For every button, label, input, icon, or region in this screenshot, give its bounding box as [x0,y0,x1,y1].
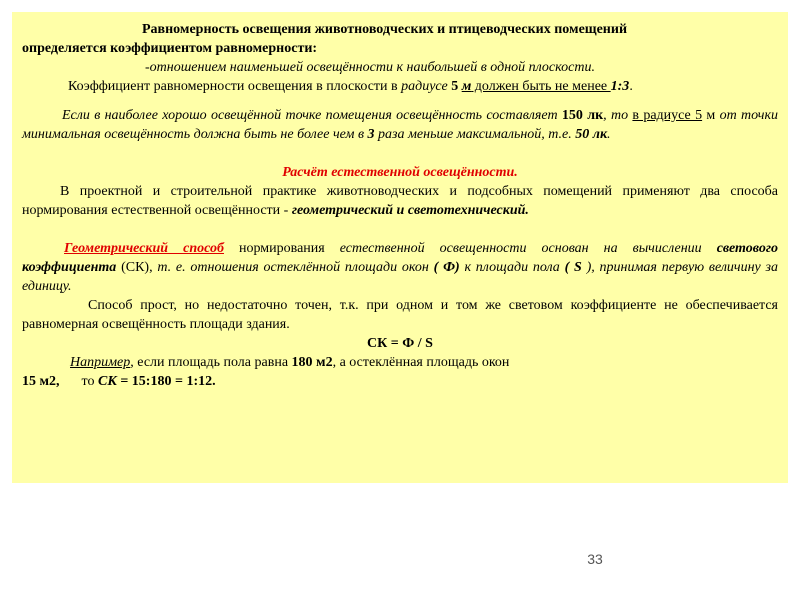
ex1-text-c: , то [603,108,633,123]
uniformity-period: . [629,79,633,94]
uniformity-text-a: Коэффициент равномерности освещения в плоскости в [68,79,402,94]
geo-text-f: т. е. отношения остеклённой площади окон [157,260,434,275]
geo-text-b: нормирования [223,241,340,256]
geo-phi: ( Ф) [433,260,460,275]
calculation-example-line2 [22,372,778,391]
light-coefficient-term: светового коэффициента [22,241,778,275]
ex1-text-f: от точки минимальная освещённость должна быть не более чем в [22,108,779,142]
ex1-unit: м [702,108,720,123]
intro-heading-line1: Равномерность освещения животноводческих и птицеводческих помещений [142,22,628,37]
geometric-method-term: Геометрический способ [64,241,224,256]
calc-text-b: , если площадь пола равна [130,355,292,370]
geo-abbrev: (СК), [116,260,158,275]
geo-text-j: ), принимая первую величину за единицу. [22,260,779,294]
uniformity-ratio: 1:3 [610,79,630,94]
geo-text-c: естественной освещенности основан на вычислении [339,241,717,256]
example-illuminance-paragraph [22,106,778,144]
ex1-text-h: раза меньше максимальной, т.е. [374,127,576,142]
ex1-period: . [607,127,611,142]
uniformity-text-e: должен быть не менее [471,79,611,94]
geo-s: ( S [564,260,587,275]
calc-text-f: то [81,374,98,389]
methods-text: В проектной и строительной практике животноводческих и подсобных помещений применяют два способа нормирования естественной освещённости - [22,184,778,218]
ex1-text-a: Если в наиболее хорошо освещённой точке помещения освещённость составляет [62,108,562,123]
geo-text-h: к площади пола [459,260,565,275]
uniformity-radius-value: 5 [447,79,462,94]
uniformity-radius-unit: м [461,79,472,94]
calc-sk: СК [97,374,117,389]
method-limitation-paragraph: Способ прост, но недостаточно точен, т.к. при одном и том же световом коэффициенте не обеспечивается равномерная освещённость площади здания. [22,298,778,332]
ex1-factor: 3 [367,127,375,142]
section-title: Расчёт естественной освещённости. [282,165,518,180]
methods-names: геометрический и светотехнический. [291,203,529,218]
coefficient-formula: СК = Ф / S [367,336,433,351]
calc-result: = 15:180 = 1:12. [116,374,216,389]
slide-content-panel [12,12,788,483]
definition-line: -отношением наименьшей освещённости к наибольшей в одной плоскости. [145,60,595,75]
uniformity-radius-word: радиусе [401,79,448,94]
window-area-value: 15 м2, [22,374,60,389]
page-number: 33 [587,551,603,567]
floor-area-value: 180 м2 [291,355,333,370]
example-word: Например [70,355,131,370]
methods-paragraph [22,182,778,220]
calc-text-d: , а остеклённая площадь окон [332,355,510,370]
uniformity-requirement [22,77,778,96]
ex1-value-150: 150 лк [561,108,604,123]
intro-heading-line2: определяется коэффициентом равномерности: [22,41,318,56]
calculation-example-line1 [22,353,778,372]
ex1-value-50: 50 лк [575,127,608,142]
geometric-method-paragraph [22,239,778,296]
ex1-radius: в радиусе 5 [632,108,703,123]
